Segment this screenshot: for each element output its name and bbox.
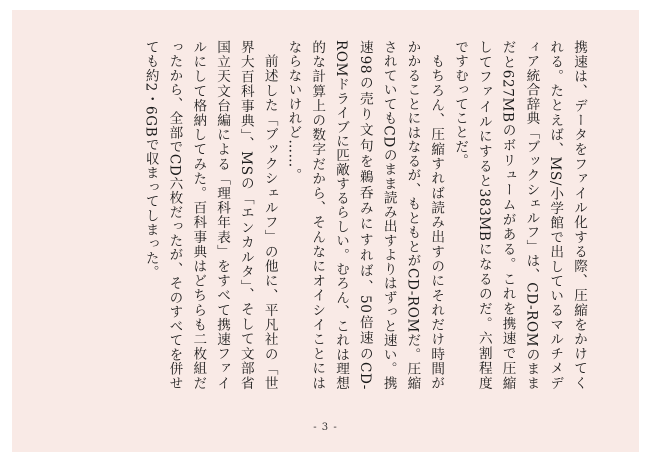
paragraph-1: 携速は、データをファイル化する際、圧縮をかけてくれる。たとえば、MS/小学館で出しているマルチメディア統合辞典「ブックシェルフ」は、CD-ROMのままだと627MBのボリュームがある。これを携速で圧縮してファイルにすると383MBになるのだ。六割程度ですむってことだ。 — [452, 40, 587, 390]
vertical-text-block — [138, 40, 590, 390]
page-number: - 3 - — [313, 422, 338, 433]
paragraph-3: 前述した「ブックシェルフ」の他に、平凡社の「世界大百科事典」、MSの「エンカルタ」、そして文部省国立天文台編による「理科年表」をすべて携速ファイルにして格納してみた。百科事典はどちらも二枚組だったから、全部でCD六枚だったが、そのすべてを併せても約2・6GBで収まってしまった。 — [142, 40, 278, 390]
document-page — [12, 10, 639, 452]
paragraph-2: もちろん、圧縮すれば読み出すのにそれだけ時間がかかることにはなるが、もともとがCD-ROMだ。圧縮されていてもCDのまま読み出すよりはずっと速い。携速98の売り文句を鵜呑みにすれば、50倍速のCD-ROMドライブに匹敵するらしい。むろん、これは理想的な計算上の数字だから、そんなにオイシイことにはならないけれど……。 — [285, 40, 445, 390]
